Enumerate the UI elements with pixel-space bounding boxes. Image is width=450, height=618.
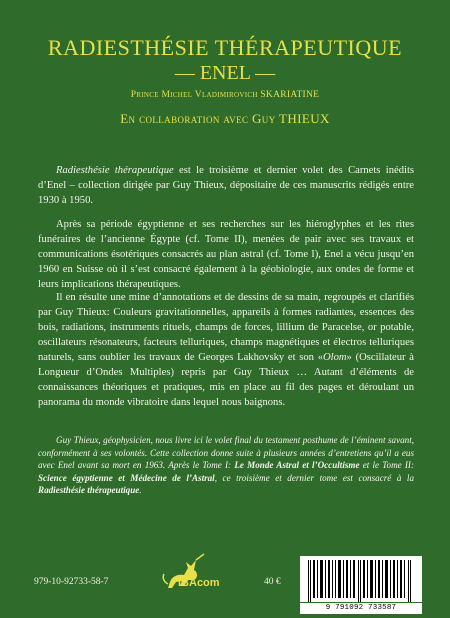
note-text-3: , ce troisième et dernier tome est consacré à la — [214, 472, 415, 483]
author-line: Prince Michel Vladimirovich SKARIATINE — [130, 90, 320, 100]
editor-note — [38, 434, 414, 497]
paragraph-3-text-a: Il en résulte une mine d’annotations et de dessins de sa main, regroupés et clarifiés par Guy Thieux: Couleurs gravitationnelles, appareils à formes radiantes, essences des bois, radiations, instruments rituels, champs de forces, lillium de Paracelse, or potable, oscillateurs résonateurs, facteurs telluriques, champs magnétiques et électros telluriques naturels, sans oublier les travaux de Georges Lakhovsky et son « — [38, 292, 414, 363]
paragraph-2: Après sa période égyptienne et ses recherches sur les hiéroglyphes et les rites funéraires de l’ancienne Égypte (cf. Tome II), menées de pair avec ses travaux et communications ésotériques consacrés au plan astral (cf. Tome I), Enel a vécu jusqu’en 1960 en Suisse où il s’est consacré également à la géobiologie, aux ondes de forme et leurs implications thérapeutiques. — [38, 219, 414, 290]
book-title: RADIESTHÉSIE THÉRAPEUTIQUE — [47, 35, 403, 60]
collaboration-line: En collaboration avec Guy THIEUX — [120, 111, 330, 126]
barcode-icon — [300, 556, 422, 602]
publisher-name: IBAcom — [178, 577, 220, 589]
note-text-4: . — [139, 485, 142, 496]
isbn: 979-10-92733-58-7 — [34, 577, 109, 587]
paragraph-3-italic: Olom — [323, 352, 347, 363]
note-bold-3: Radiesthésie thérapeutique — [38, 485, 140, 496]
price: 40 € — [264, 577, 281, 587]
paragraph-1 — [38, 163, 414, 208]
unicorn-logo-icon — [158, 552, 228, 598]
paragraph-3 — [38, 290, 414, 410]
barcode-digits: 9 791092 733587 — [300, 603, 422, 614]
note-bold-2: Science égyptienne et Médecine de l’Astral — [38, 472, 215, 483]
book-subtitle: — ENEL — — [174, 62, 276, 84]
note-bold-1: Le Monde Astral et l’Occultisme — [234, 460, 360, 471]
note-text-1: Guy Thieux, géophysicien, nous livre ici le volet final du testament posthume de l’éminent savant, conformément à ses volontés. Cette collection donne suite à plusieurs années d’entretiens qu’il a eus avec Enel avant sa mort en 1963. Après le Tome I: — [38, 435, 414, 471]
paragraph-3-text-b: » (Oscillateur à Longueur d’Ondes Multiples) repris par Guy Thieux … Autant d’éléments de connaissances théoriques et pratiques, mis en place au fil des pages et déroulant un panorama du monde vibratoire dans lequel nous baignons. — [38, 352, 414, 408]
note-text-2: et le Tome II: — [359, 460, 414, 471]
paragraph-1-italic: Radiesthésie thérapeutique — [56, 165, 174, 176]
paragraph-1-text: est le troisième et dernier volet des Carnets inédits d’Enel – collection dirigée par Guy Thieux, dépositaire de ces manuscrits rédigés entre 1930 à 1950. — [38, 165, 415, 206]
